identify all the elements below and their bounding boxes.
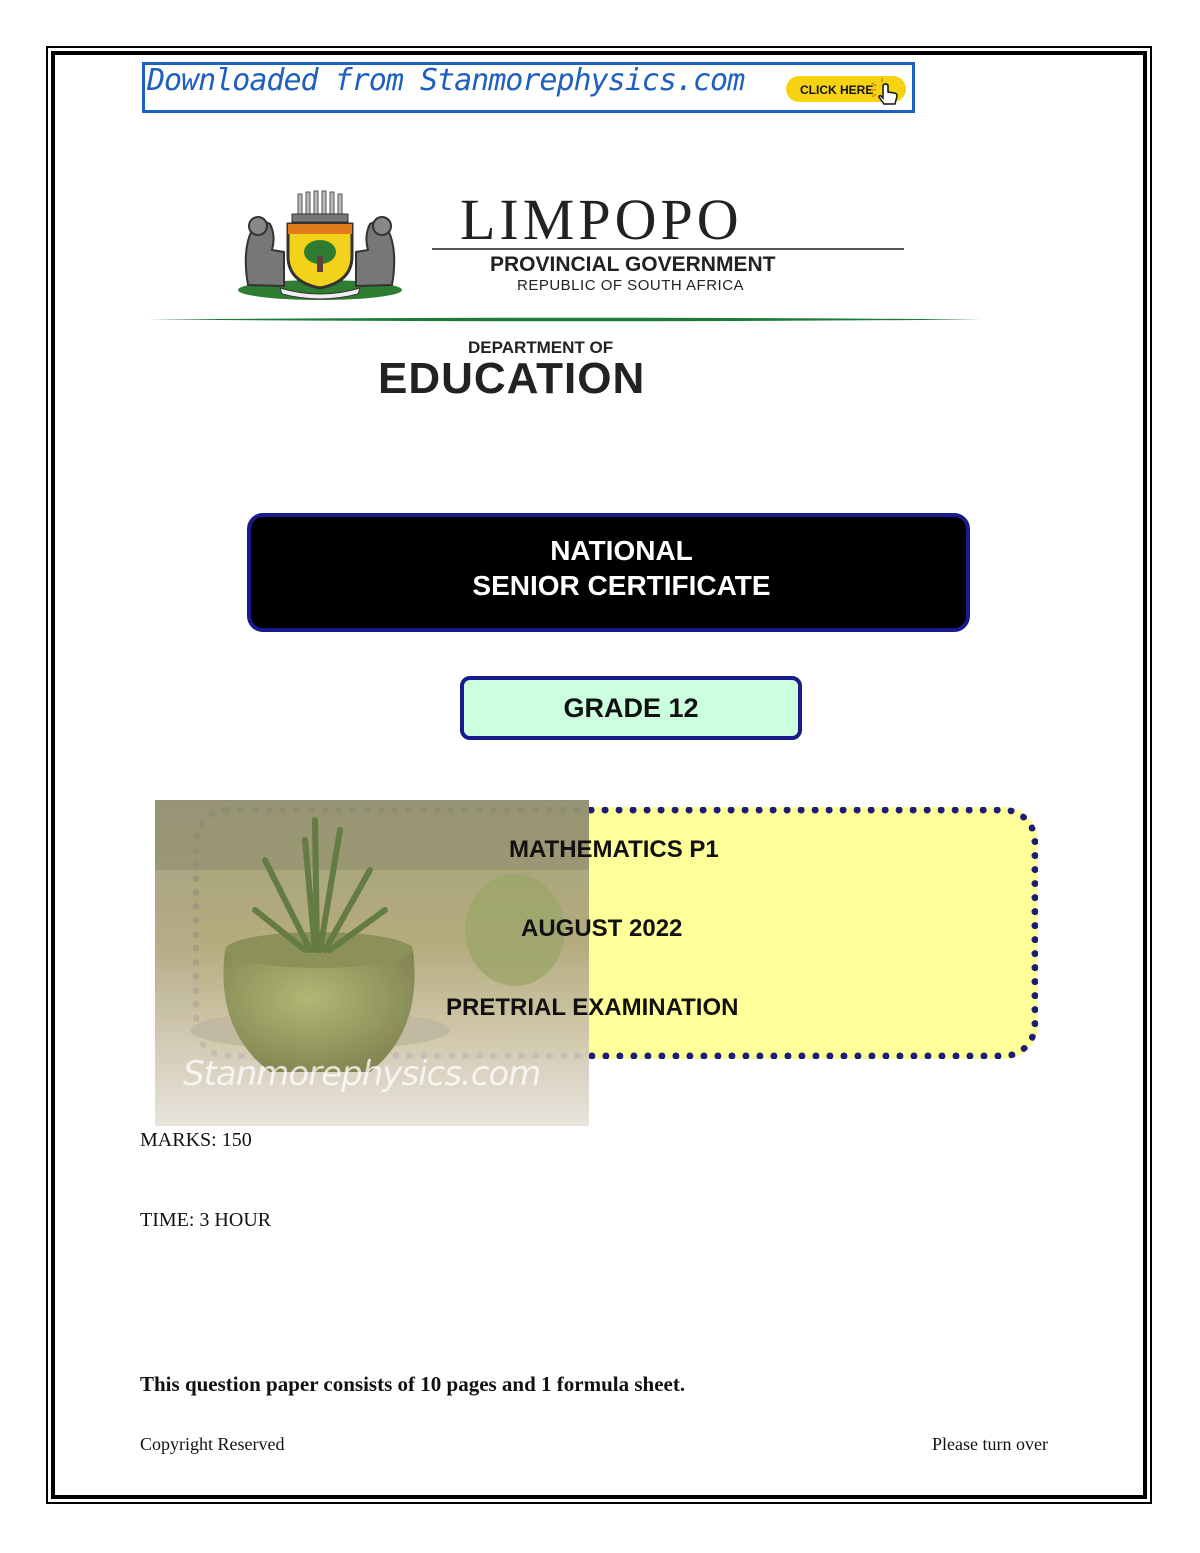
republic-subtitle: REPUBLIC OF SOUTH AFRICA bbox=[517, 277, 745, 294]
certificate-banner bbox=[247, 513, 970, 632]
download-banner[interactable] bbox=[142, 62, 915, 113]
cursor-hand-icon bbox=[868, 76, 902, 106]
exam-type: PRETRIAL EXAMINATION bbox=[446, 994, 739, 1021]
department-name: EDUCATION bbox=[378, 354, 646, 403]
department-of-label: DEPARTMENT OF bbox=[468, 338, 614, 357]
certificate-line-2: SENIOR CERTIFICATE bbox=[472, 570, 771, 601]
watermark-text: Stanmorephysics.com bbox=[183, 1054, 541, 1094]
click-here-label: CLICK HERE bbox=[800, 83, 874, 97]
turn-over-footer: Please turn over bbox=[932, 1434, 1048, 1454]
header-rule bbox=[432, 248, 904, 250]
government-subtitle: PROVINCIAL GOVERNMENT bbox=[490, 253, 776, 276]
time-label: TIME: 3 HOUR bbox=[140, 1209, 272, 1231]
province-title: LIMPOPO bbox=[460, 187, 743, 252]
coat-of-arms-logo bbox=[222, 190, 418, 302]
click-here-button[interactable] bbox=[786, 76, 906, 102]
banner-link-text[interactable]: Downloaded from Stanmorephysics.com bbox=[147, 63, 745, 98]
copyright-footer: Copyright Reserved bbox=[140, 1434, 285, 1454]
exam-subject: MATHEMATICS P1 bbox=[509, 836, 719, 863]
green-divider bbox=[148, 317, 982, 322]
marks-label: MARKS: 150 bbox=[140, 1129, 252, 1151]
certificate-line-1: NATIONAL bbox=[550, 535, 693, 566]
grade-badge: GRADE 12 bbox=[460, 676, 802, 740]
exam-date: AUGUST 2022 bbox=[521, 915, 683, 942]
page-count-note: This question paper consists of 10 pages and 1 formula sheet. bbox=[140, 1372, 686, 1396]
